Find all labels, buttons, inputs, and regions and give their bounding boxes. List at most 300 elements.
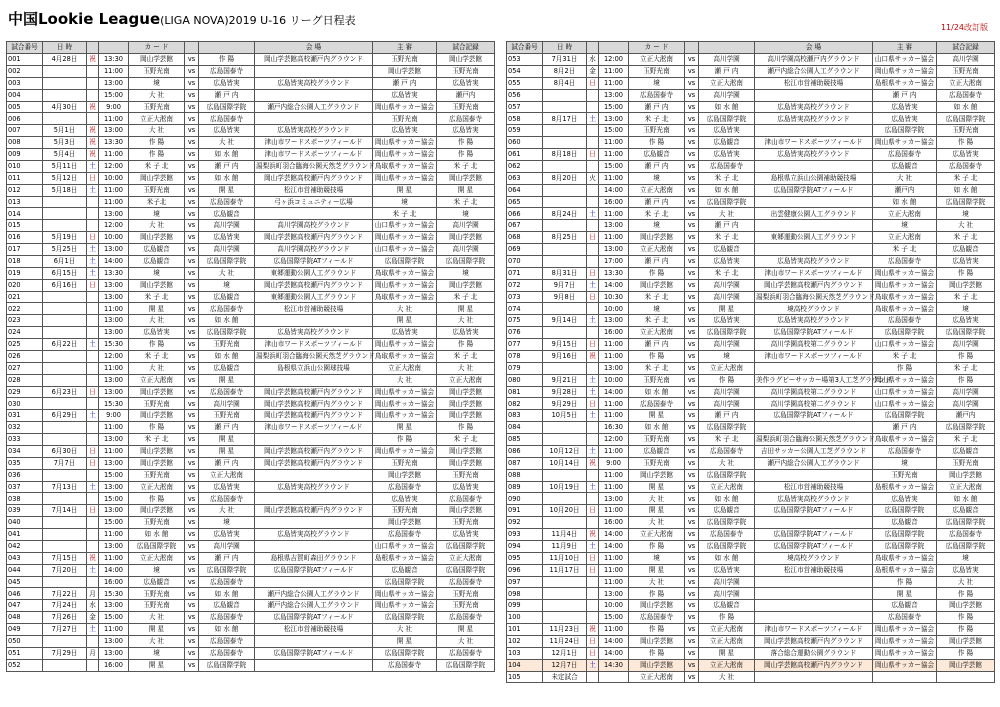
match-weekday — [87, 220, 99, 232]
match-number: 009 — [7, 149, 43, 161]
versus-mark: vs — [685, 291, 699, 303]
venue — [255, 208, 373, 220]
table-row — [7, 89, 495, 101]
match-record: 玉野光南 — [437, 469, 495, 481]
table-row — [7, 137, 495, 149]
kickoff-time: 10:30 — [599, 291, 629, 303]
match-number: 018 — [7, 255, 43, 267]
home-team: 立正大淞南 — [129, 113, 185, 125]
match-record: 広島国泰寺 — [937, 89, 995, 101]
referee: 広島観音 — [873, 517, 937, 529]
away-team: 広島国際学院 — [199, 255, 255, 267]
referee: 広島国際学院 — [373, 647, 437, 659]
match-date: 11月17日 — [543, 564, 587, 576]
match-date — [543, 469, 587, 481]
table-row — [507, 529, 995, 541]
match-date: 7月29日 — [43, 647, 87, 659]
kickoff-time: 15:00 — [99, 517, 129, 529]
match-record: 立正大淞南 — [937, 77, 995, 89]
match-date — [43, 196, 87, 208]
match-weekday — [87, 434, 99, 446]
match-number: 014 — [7, 208, 43, 220]
match-record: 広島国際学院 — [937, 517, 995, 529]
match-weekday — [87, 113, 99, 125]
table-row — [507, 469, 995, 481]
match-weekday — [587, 89, 599, 101]
match-date: 9月8日 — [543, 291, 587, 303]
venue: 広島国際学院ATフィールド — [755, 529, 873, 541]
home-team: 玉野光南 — [629, 457, 685, 469]
match-weekday — [587, 612, 599, 624]
match-record: 作 陽 — [437, 422, 495, 434]
table-row — [507, 540, 995, 552]
away-team: 立正大淞南 — [699, 624, 755, 636]
referee: 岡山県サッカー協会 — [373, 339, 437, 351]
match-date — [543, 362, 587, 374]
venue: 広島国際学院ATフィールド — [255, 255, 373, 267]
table-row — [507, 125, 995, 137]
table-row — [507, 339, 995, 351]
referee: 島根県サッカー協会 — [873, 77, 937, 89]
match-record: 広島国泰寺 — [437, 576, 495, 588]
header-cell: カ ー ド — [629, 42, 685, 54]
match-record: 作 陽 — [437, 149, 495, 161]
referee: 広島観音 — [873, 160, 937, 172]
versus-mark: vs — [685, 220, 699, 232]
table-row — [507, 196, 995, 208]
table-row — [7, 445, 495, 457]
match-number: 086 — [507, 445, 543, 457]
venue: 津山市ワードスポーツフィールド — [255, 137, 373, 149]
match-weekday: 月 — [87, 647, 99, 659]
venue: 島根県吉賀町森田グラウンド — [255, 552, 373, 564]
away-team: 米 子 北 — [699, 232, 755, 244]
away-team: 玉野光南 — [199, 410, 255, 422]
away-team: 立正大淞南 — [699, 362, 755, 374]
match-record: 作 陽 — [937, 624, 995, 636]
match-record: 岡山学芸館 — [437, 457, 495, 469]
versus-mark: vs — [685, 540, 699, 552]
referee: 玉野光南 — [373, 505, 437, 517]
header-cell: 試合番号 — [507, 42, 543, 54]
match-date: 7月27日 — [43, 624, 87, 636]
match-number: 047 — [7, 600, 43, 612]
home-team: 玉野光南 — [129, 600, 185, 612]
match-number: 035 — [7, 457, 43, 469]
match-weekday: 日 — [87, 279, 99, 291]
match-date: 7月14日 — [43, 505, 87, 517]
venue: 岡山学芸館高校瀬戸内グラウンド — [255, 386, 373, 398]
match-record: 玉野光南 — [937, 457, 995, 469]
match-weekday — [87, 77, 99, 89]
table-row — [507, 671, 995, 683]
away-team: 広島国泰寺 — [199, 303, 255, 315]
match-record: 広島国際学院 — [937, 327, 995, 339]
match-date: 6月22日 — [43, 339, 87, 351]
away-team: 境 — [199, 279, 255, 291]
match-weekday: 土 — [587, 481, 599, 493]
match-record: 岡山学芸館 — [437, 54, 495, 66]
match-date: 11月10日 — [543, 552, 587, 564]
kickoff-time: 12:00 — [599, 54, 629, 66]
versus-mark: vs — [185, 588, 199, 600]
match-record: 玉野光南 — [937, 65, 995, 77]
referee: 開 星 — [373, 422, 437, 434]
kickoff-time: 16:00 — [599, 327, 629, 339]
kickoff-time: 14:00 — [99, 564, 129, 576]
home-team: 境 — [129, 77, 185, 89]
table-row — [7, 267, 495, 279]
table-row — [7, 386, 495, 398]
away-team: 如 水 館 — [699, 552, 755, 564]
match-number: 036 — [7, 469, 43, 481]
match-weekday: 土 — [87, 160, 99, 172]
referee: 広島国際学院 — [373, 612, 437, 624]
referee: 山口県サッカー協会 — [873, 339, 937, 351]
home-team: 開 星 — [629, 564, 685, 576]
table-row — [7, 552, 495, 564]
away-team: 瀬 戸 内 — [199, 422, 255, 434]
match-record: 玉野光南 — [437, 65, 495, 77]
referee: 岡山学芸館 — [373, 469, 437, 481]
referee: 玉野光南 — [373, 457, 437, 469]
header-cell: 試合記録 — [437, 42, 495, 54]
match-record: 広島皆実 — [437, 481, 495, 493]
away-team: 広島皆実 — [199, 481, 255, 493]
match-number: 062 — [507, 160, 543, 172]
venue — [755, 160, 873, 172]
referee: 広島国際学院 — [873, 529, 937, 541]
table-row — [507, 576, 995, 588]
versus-mark: vs — [685, 362, 699, 374]
table-row — [507, 635, 995, 647]
table-row — [7, 149, 495, 161]
referee: 開 星 — [873, 588, 937, 600]
away-team: 高川学園 — [199, 220, 255, 232]
match-date: 8月4日 — [543, 77, 587, 89]
home-team: 作 陽 — [629, 137, 685, 149]
home-team: 大 社 — [629, 517, 685, 529]
versus-mark: vs — [685, 422, 699, 434]
match-weekday: 日 — [587, 77, 599, 89]
match-date: 9月15日 — [543, 339, 587, 351]
away-team: 広島観音 — [199, 291, 255, 303]
home-team: 大 社 — [129, 89, 185, 101]
match-weekday: 土 — [587, 540, 599, 552]
versus-mark: vs — [685, 398, 699, 410]
home-team: 立正大淞南 — [129, 552, 185, 564]
home-team: 境 — [129, 267, 185, 279]
referee: 広島国際学院 — [873, 540, 937, 552]
away-team: 開 星 — [699, 647, 755, 659]
home-team: 岡山学芸館 — [629, 635, 685, 647]
away-team: 開 星 — [699, 303, 755, 315]
kickoff-time: 15:00 — [99, 612, 129, 624]
match-date: 10月12日 — [543, 445, 587, 457]
versus-mark: vs — [185, 196, 199, 208]
match-record: 境 — [937, 303, 995, 315]
referee: 米 子 北 — [873, 244, 937, 256]
match-date — [43, 291, 87, 303]
match-date: 未定試合 — [543, 671, 587, 683]
kickoff-time: 11:00 — [99, 552, 129, 564]
table-row — [507, 327, 995, 339]
table-row — [507, 362, 995, 374]
match-number: 094 — [507, 540, 543, 552]
match-date: 8月2日 — [543, 65, 587, 77]
table-row — [507, 232, 995, 244]
away-team: 立正大淞南 — [699, 77, 755, 89]
away-team: 如 水 館 — [699, 184, 755, 196]
home-team: 開 星 — [129, 624, 185, 636]
match-number: 051 — [7, 647, 43, 659]
referee: 岡山県サッカー協会 — [373, 588, 437, 600]
away-team: 広島国際学院 — [699, 196, 755, 208]
away-team: 立正大淞南 — [699, 635, 755, 647]
match-record: 如 水 館 — [937, 184, 995, 196]
kickoff-time: 13:00 — [99, 208, 129, 220]
table-row — [7, 529, 495, 541]
referee: 鳥取県サッカー協会 — [373, 160, 437, 172]
referee: 瀬 戸 内 — [373, 77, 437, 89]
venue — [755, 196, 873, 208]
table-row — [7, 291, 495, 303]
match-number: 090 — [507, 493, 543, 505]
venue — [255, 65, 373, 77]
match-weekday — [587, 671, 599, 683]
match-number: 061 — [507, 149, 543, 161]
kickoff-time: 11:00 — [599, 398, 629, 410]
referee: 山口県サッカー協会 — [373, 244, 437, 256]
match-record: 広島国泰寺 — [437, 113, 495, 125]
kickoff-time: 16:00 — [99, 576, 129, 588]
venue: 湯梨浜町羽合臨海公園天然芝グラウンド — [755, 434, 873, 446]
versus-mark: vs — [185, 469, 199, 481]
home-team: 作 陽 — [629, 350, 685, 362]
match-record: 広島皆実 — [937, 315, 995, 327]
venue — [755, 244, 873, 256]
away-team: 高川学園 — [699, 54, 755, 66]
match-date: 6月23日 — [43, 386, 87, 398]
versus-mark: vs — [685, 137, 699, 149]
table-row — [507, 588, 995, 600]
versus-mark: vs — [185, 445, 199, 457]
versus-mark: vs — [185, 576, 199, 588]
venue: 高川学園高校第二グラウンド — [755, 398, 873, 410]
table-row — [507, 279, 995, 291]
match-number: 027 — [7, 362, 43, 374]
home-team: 広島観音 — [129, 255, 185, 267]
home-team: 境 — [629, 172, 685, 184]
kickoff-time: 15:30 — [99, 398, 129, 410]
kickoff-time: 11:00 — [599, 481, 629, 493]
venue — [755, 422, 873, 434]
kickoff-time: 11:00 — [599, 552, 629, 564]
match-number: 104 — [507, 659, 543, 671]
home-team: 大 社 — [129, 125, 185, 137]
match-date: 5月11日 — [43, 160, 87, 172]
match-record: 米 子 北 — [937, 362, 995, 374]
match-record: 作 陽 — [937, 612, 995, 624]
referee: 鳥取県サッカー協会 — [373, 350, 437, 362]
match-date — [43, 422, 87, 434]
match-date — [43, 315, 87, 327]
match-date — [543, 220, 587, 232]
venue: 境高校グラウンド — [755, 552, 873, 564]
match-number: 084 — [507, 422, 543, 434]
match-weekday: 日 — [87, 505, 99, 517]
home-team: 作 陽 — [629, 267, 685, 279]
match-record: 岡山学芸館 — [437, 279, 495, 291]
venue: 湯梨浜町羽合臨海公園天然芝グラウンド — [755, 291, 873, 303]
match-record: 岡山学芸館 — [437, 398, 495, 410]
match-record: 境 — [937, 552, 995, 564]
match-date: 7月24日 — [43, 600, 87, 612]
away-team: 広島国泰寺 — [699, 445, 755, 457]
match-number: 030 — [7, 398, 43, 410]
match-weekday: 土 — [587, 374, 599, 386]
header-cell: 日 時 — [43, 42, 87, 54]
match-weekday: 水 — [587, 54, 599, 66]
match-date: 10月14日 — [543, 457, 587, 469]
kickoff-time: 11:00 — [599, 65, 629, 77]
table-row — [507, 481, 995, 493]
kickoff-time: 13:00 — [99, 386, 129, 398]
versus-mark: vs — [685, 457, 699, 469]
match-number: 031 — [7, 410, 43, 422]
versus-mark: vs — [185, 386, 199, 398]
versus-mark: vs — [185, 529, 199, 541]
home-team: 瀬 戸 内 — [629, 101, 685, 113]
match-number: 025 — [7, 339, 43, 351]
table-row — [507, 659, 995, 671]
away-team: 広島国際学院 — [699, 517, 755, 529]
away-team: 高川学園 — [699, 279, 755, 291]
versus-mark: vs — [685, 635, 699, 647]
referee: 広島観音 — [873, 600, 937, 612]
match-weekday — [587, 184, 599, 196]
venue: 岡山学芸館高校瀬戸内グラウンド — [755, 279, 873, 291]
venue: 津山市ワードスポーツフィールド — [755, 350, 873, 362]
kickoff-time: 13:00 — [599, 315, 629, 327]
match-date — [43, 350, 87, 362]
table-row — [507, 315, 995, 327]
match-record: 岡山学芸館 — [437, 505, 495, 517]
venue: 弓ヶ浜コミュニティー広場 — [255, 196, 373, 208]
schedule-table-left — [6, 41, 495, 672]
versus-mark: vs — [185, 410, 199, 422]
referee: 山口県サッカー協会 — [873, 386, 937, 398]
kickoff-time: 14:00 — [99, 255, 129, 267]
match-date: 5月25日 — [43, 244, 87, 256]
venue: 広島皆実高校グラウンド — [255, 77, 373, 89]
table-row — [507, 374, 995, 386]
venue: 岡山学芸館高校瀬戸内グラウンド — [255, 410, 373, 422]
away-team: 大 社 — [699, 457, 755, 469]
match-date: 11月4日 — [543, 529, 587, 541]
header-cell — [87, 42, 99, 54]
match-number: 010 — [7, 160, 43, 172]
header-cell: 試合記録 — [937, 42, 995, 54]
match-record: 米 子 北 — [437, 434, 495, 446]
table-row — [507, 172, 995, 184]
versus-mark: vs — [685, 101, 699, 113]
home-team: 岡山学芸館 — [129, 279, 185, 291]
match-weekday — [87, 529, 99, 541]
away-team: 高川学園 — [699, 291, 755, 303]
away-team: 広島観音 — [699, 244, 755, 256]
match-weekday — [87, 517, 99, 529]
home-team: 岡山学芸館 — [129, 54, 185, 66]
match-number: 058 — [507, 113, 543, 125]
venue: 広島国際学院ATフィールド — [755, 184, 873, 196]
header-cell — [99, 42, 129, 54]
away-team: 広島国際学院 — [199, 564, 255, 576]
versus-mark: vs — [685, 659, 699, 671]
match-weekday — [587, 600, 599, 612]
kickoff-time: 13:00 — [99, 279, 129, 291]
venue: 岡山学芸館高校瀬戸内グラウンド — [255, 398, 373, 410]
versus-mark: vs — [685, 232, 699, 244]
match-weekday — [87, 208, 99, 220]
referee: 岡山学芸館 — [373, 65, 437, 77]
match-date — [43, 635, 87, 647]
away-team: 開 星 — [199, 374, 255, 386]
referee: 岡山県サッカー協会 — [373, 398, 437, 410]
match-record: 岡山学芸館 — [937, 635, 995, 647]
away-team: 瀬 戸 内 — [699, 220, 755, 232]
referee: 米 子 北 — [373, 208, 437, 220]
away-team: 如 水 館 — [199, 588, 255, 600]
match-date: 11月24日 — [543, 635, 587, 647]
away-team: 瀬 戸 内 — [699, 65, 755, 77]
home-team: 瀬 戸 内 — [629, 160, 685, 172]
referee: 広島皆実 — [873, 113, 937, 125]
referee: 山口県サッカー協会 — [373, 220, 437, 232]
away-team: 広島皆実 — [699, 125, 755, 137]
match-number: 092 — [507, 517, 543, 529]
venue: 広島皆実高校グラウンド — [755, 113, 873, 125]
versus-mark: vs — [185, 374, 199, 386]
kickoff-time: 11:00 — [599, 77, 629, 89]
match-number: 088 — [507, 469, 543, 481]
referee: 島根県サッカー協会 — [373, 552, 437, 564]
kickoff-time: 15:00 — [599, 125, 629, 137]
table-row — [7, 481, 495, 493]
match-number: 087 — [507, 457, 543, 469]
match-date — [43, 220, 87, 232]
venue: 松江市営補助競技場 — [255, 624, 373, 636]
away-team: 高川学園 — [699, 588, 755, 600]
match-weekday: 土 — [87, 339, 99, 351]
match-number: 079 — [507, 362, 543, 374]
versus-mark: vs — [685, 54, 699, 66]
match-weekday: 日 — [587, 647, 599, 659]
versus-mark: vs — [685, 315, 699, 327]
referee: 岡山県サッカー協会 — [873, 374, 937, 386]
venue — [255, 374, 373, 386]
home-team: 開 星 — [629, 481, 685, 493]
table-row — [507, 255, 995, 267]
away-team: 高川学園 — [199, 244, 255, 256]
referee: 広島皆実 — [373, 89, 437, 101]
header-cell: 会 場 — [755, 42, 873, 54]
match-number: 091 — [507, 505, 543, 517]
table-row — [507, 647, 995, 659]
home-team: 立正大淞南 — [129, 374, 185, 386]
match-weekday: 土 — [87, 267, 99, 279]
home-team: 境 — [129, 564, 185, 576]
